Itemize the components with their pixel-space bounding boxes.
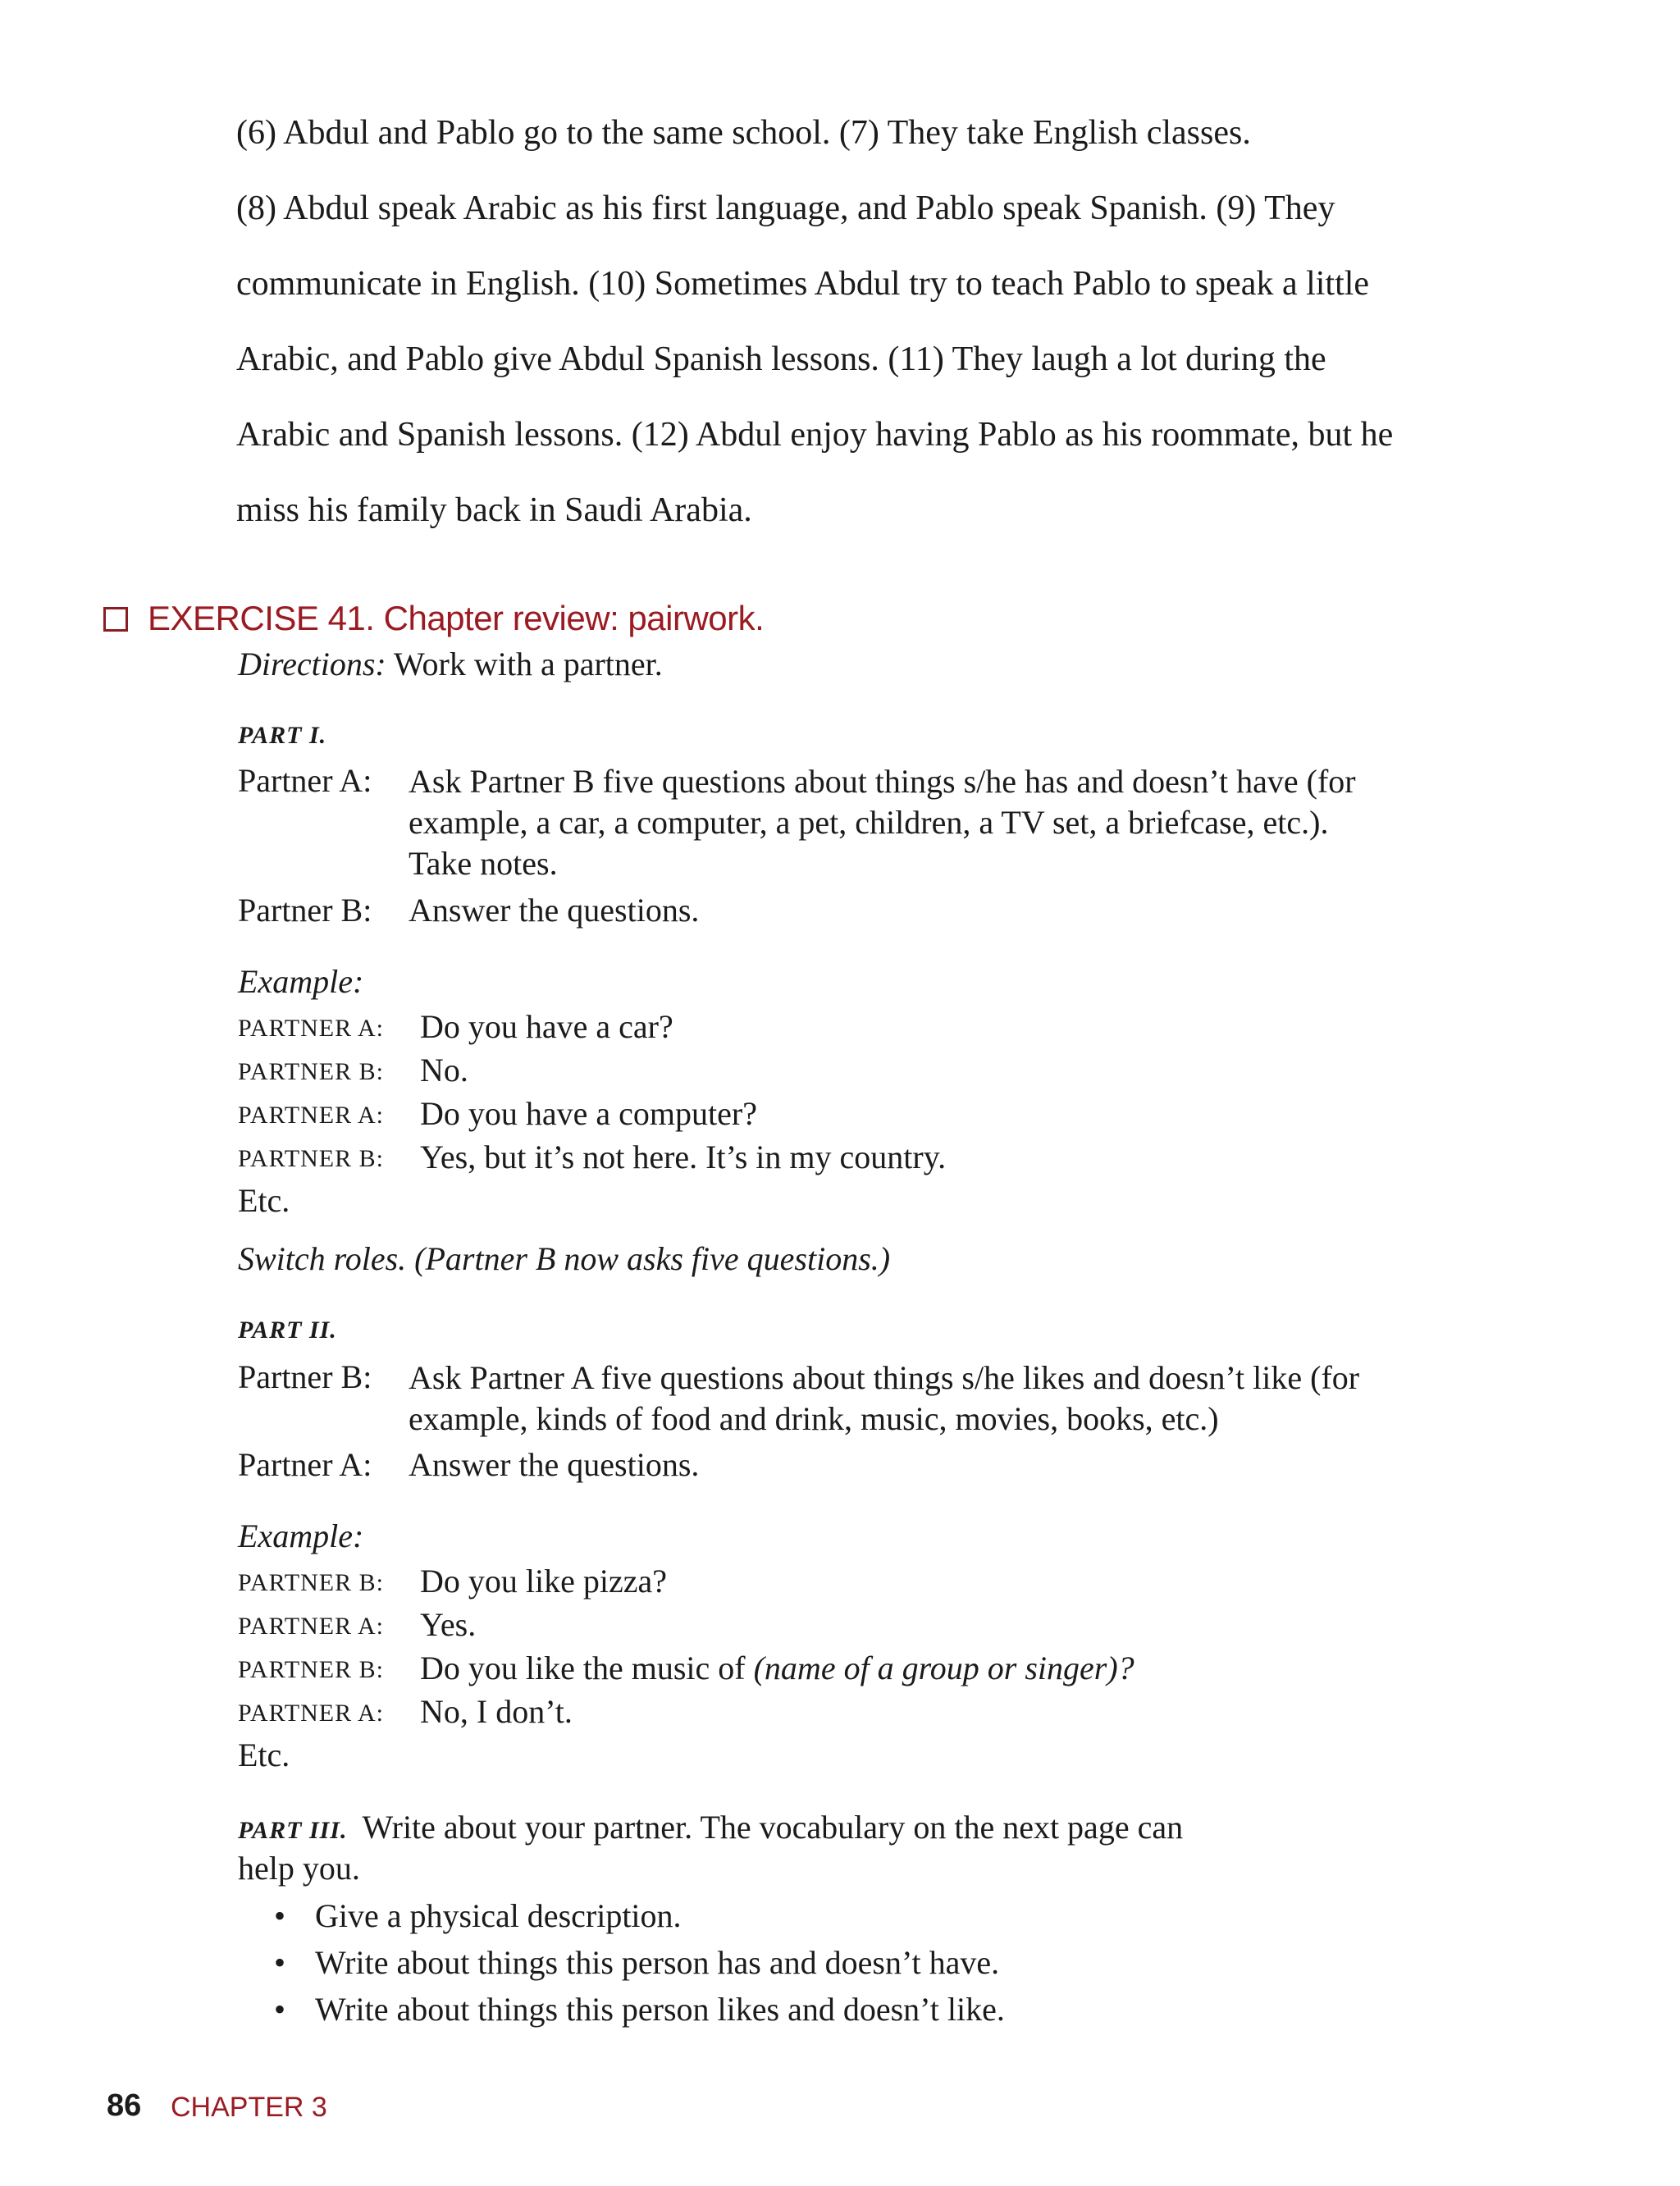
part-1-heading: PART I.: [238, 722, 327, 749]
part-3-heading: PART III.: [238, 1817, 348, 1844]
dialogue-line: Do you have a computer?: [420, 1095, 757, 1132]
part-2-heading: PART II.: [238, 1317, 337, 1344]
dialogue-speaker: PARTNER A:: [238, 1613, 384, 1640]
exercise-title: EXERCISE 41. Chapter review: pairwork.: [148, 599, 765, 637]
part-1-partner-b-label: Partner B:: [238, 892, 372, 929]
switch-roles-note: Switch roles. (Partner B now asks five questions.): [238, 1240, 891, 1277]
bullet-item: Write about things this person likes and doesn’t like.: [315, 1991, 1005, 2028]
bullet-item: Give a physical description.: [315, 1897, 682, 1934]
directions-text: Work with a partner.: [393, 646, 663, 682]
story-line: Arabic, and Pablo give Abdul Spanish lessons. (11) They laugh a lot during the: [236, 340, 1326, 378]
story-line: communicate in English. (10) Sometimes Abdul try to teach Pablo to speak a little: [236, 265, 1370, 303]
dialogue-speaker: PARTNER B:: [238, 1656, 384, 1683]
part-3-line: Write about your partner. The vocabulary on the next page can: [362, 1809, 1184, 1846]
dialogue-speaker: PARTNER B:: [238, 1569, 384, 1596]
dialogue-speaker: PARTNER B:: [238, 1145, 384, 1172]
instruction-line: Ask Partner B five questions about things s/he has and doesn’t have (for: [409, 763, 1356, 800]
bullet-item: Write about things this person has and doesn’t have.: [315, 1944, 1000, 1981]
dialogue-line-italic: (name of a group or singer)?: [753, 1650, 1134, 1686]
directions: [238, 644, 663, 685]
dialogue-line: Do you like pizza?: [420, 1563, 667, 1600]
etc-text: Etc.: [238, 1736, 290, 1773]
instruction-line: example, kinds of food and drink, music, movies, books, etc.): [409, 1400, 1219, 1437]
exercise-checkbox-icon: [103, 607, 128, 632]
part-2-partner-a-text: Answer the questions.: [409, 1446, 700, 1483]
part-2-partner-b-instructions: [409, 1358, 1359, 1440]
story-line: Arabic and Spanish lessons. (12) Abdul enjoy having Pablo as his roommate, but he: [236, 416, 1394, 454]
part-1-partner-b-text: Answer the questions.: [409, 892, 700, 929]
story-line: (6) Abdul and Pablo go to the same school. (7) They take English classes.: [236, 114, 1251, 152]
dialogue-speaker: PARTNER A:: [238, 1015, 384, 1042]
dialogue-line: Do you have a car?: [420, 1008, 673, 1045]
part-1-partner-a-label: Partner A:: [238, 762, 372, 799]
part-1-example-label: Example:: [238, 963, 364, 1000]
dialogue-line: No, I don’t.: [420, 1693, 573, 1730]
page-number: 86: [107, 2088, 142, 2123]
dialogue-speaker: PARTNER A:: [238, 1102, 384, 1129]
part-2-partner-a-label: Partner A:: [238, 1446, 372, 1483]
dialogue-speaker: PARTNER B:: [238, 1058, 384, 1085]
story-line: miss his family back in Saudi Arabia.: [236, 491, 752, 529]
directions-label: Directions:: [238, 646, 386, 682]
part-3-line: help you.: [238, 1850, 360, 1887]
part-3-block: [238, 1808, 1183, 1846]
chapter-label: CHAPTER 3: [171, 2092, 327, 2123]
story-paragraph: [236, 95, 1549, 548]
story-line: (8) Abdul speak Arabic as his first language, and Pablo speak Spanish. (9) They: [236, 189, 1335, 227]
etc-text: Etc.: [238, 1182, 290, 1219]
instruction-line: example, a car, a computer, a pet, children, a TV set, a briefcase, etc.).: [409, 804, 1329, 841]
bullet-dot-icon: •: [274, 1944, 286, 1981]
dialogue-line: Yes, but it’s not here. It’s in my country.: [420, 1139, 947, 1175]
dialogue-line: [420, 1649, 1134, 1687]
dialogue-speaker: PARTNER A:: [238, 1700, 384, 1727]
bullet-dot-icon: •: [274, 1897, 286, 1934]
part-1-partner-a-instructions: [409, 761, 1356, 884]
instruction-line: Ask Partner A five questions about things s/he likes and doesn’t like (for: [409, 1359, 1360, 1396]
dialogue-line-text: Do you like the music of: [420, 1650, 746, 1686]
dialogue-line: Yes.: [420, 1606, 477, 1643]
dialogue-line: No.: [420, 1052, 468, 1088]
instruction-line: Take notes.: [409, 845, 558, 882]
part-2-partner-b-label: Partner B:: [238, 1358, 372, 1395]
bullet-dot-icon: •: [274, 1991, 286, 2028]
part-2-example-label: Example:: [238, 1517, 364, 1554]
